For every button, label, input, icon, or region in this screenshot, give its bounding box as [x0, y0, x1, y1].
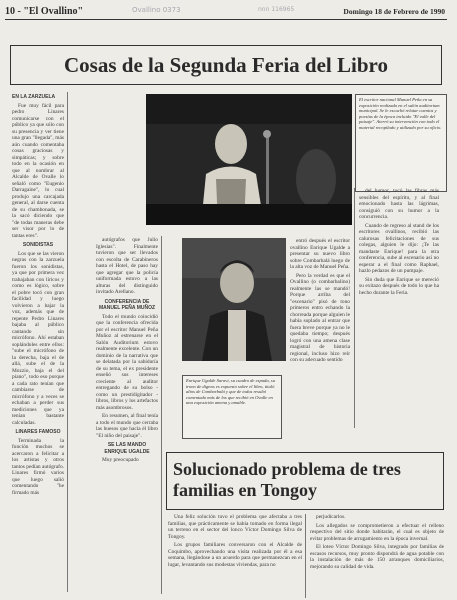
paragraph: Terminada la función muchos se acercaron a felicitar a los artistas y otros tantos pedían autógrafo. Linares firmó varios que luego salió comentando "he firmado más — [12, 437, 64, 496]
paragraph: entró después el escritor ovallino Enrique Ugalde a presentar su nuevo libro sobre Combarbalá luego de la alta voz de Manuel Peña. — [290, 238, 350, 270]
paragraph: En resumen, al final tenía a todo el mundo que cerraba las huesos que hacía él libro "El niño del paisaje". — [96, 413, 158, 439]
paragraph: Muy preocupado — [102, 457, 139, 463]
photo-enrique-ugalde — [182, 238, 286, 361]
paragraph: Todo el mundo coincidió que la conferencia ofrecida por el escritor Manuel Peña Muñoz al estrenarse en el Salón Auditorium estuvo realmente excelente. Con un dominio de la narrativa que se delatada por la sabiduría de su tema, el ex presidente enseñó sus intereses creciente al auditor entregando de su bolso - como un prestidigitador - libros, libros y los artefactos más asombrosos. — [96, 313, 158, 411]
headline-feria-del-libro: Cosas de la Segunda Feria del Libro — [64, 53, 388, 77]
section-heading-conferencia: CONFERENCIA DE MANUEL PEÑA MUÑOZ — [98, 298, 156, 311]
article-column-1 — [12, 91, 64, 596]
header-rule — [5, 19, 447, 20]
photo-caption-2: Enrique Ugalde Saravi, su cuadro de espada, su trono de dignos es expuesto sobre el libro, tituló altos de Combarbalá y que de todos resultó comentado más de los que recibió en Ovalle en una exposición amena y amable. — [182, 375, 282, 439]
paragraph: Sin duda que Enrique se mereció su exitazo después de todo lo que ha hecho durante la Feria. — [359, 276, 439, 296]
section-heading-sonidistas: SONIDISTAS — [22, 242, 54, 248]
photo-manuel-pena — [146, 94, 352, 225]
paragraph: El loteo Víctor Domingo Silva, integrado por familias de escasos recursos, muy pronto dispondrá de agua potable con la instalación de más de 150 arranques domiciliarios, mejorando su calidad de vida. — [310, 544, 444, 570]
page-date: Domingo 18 de Febrero de 1990 — [343, 7, 445, 16]
section-heading-linares: LINARES FAMOSO — [15, 429, 61, 435]
headline-box — [10, 45, 442, 85]
headline-box-tongoy — [166, 452, 444, 510]
paragraph: Los que se las vieron negras con la zarzuela fueron los sonidistas, ya que por primera vez trabajaban con líricos y como es lógico, sobre el pobre tocó con gran facilidad y luego volvieron a bajar la voz, además que de repente Pedro Linares bajaba al público cantando sin micrófono. Ahí estaban soplándoles entre ellos: "sube el micrófono de la derecha, baja el de allá, sube el de la Mozzio, baja el del piano", todo eso porque a cada rato tenían que cambiarse de micrófono y a veces se echaban a perder sus mediciones que ya tenían bastante calculadas. — [12, 250, 64, 426]
article-column-4 — [359, 188, 439, 428]
paragraph: del humor, tocó las fibras más sensibles del espíritu, y al final emocionado hasta las lágrimas, consiguió con su humor a la concurrencia. — [359, 188, 439, 220]
column-divider — [354, 188, 355, 428]
photo-speaker-illustration — [146, 94, 352, 225]
paragraph: Pero la verdad es que el Ovallino (o combarbalino) realmente las se mandó! Porque arriba del "escenario" pisó de tono primeros entro echando la chorreada porque alguien le había soplado al entrar que fuera breve porque ya no le quedaba tiempo; después logró con una amena clase magistral de historia regional, incluso hizo reír con su adecuado sentido — [290, 272, 350, 363]
paragraph: Una feliz solución tuvo el problema que afectaba a tres familias, que prácticamente se había tomado en forma ilegal un terreno en el sector del lonco Víctor Domingo Silva de Tongoy. — [168, 514, 302, 540]
paragraph: Cuando de regreso al stand de los escritores ovallinos, recibió las calurosas felicitaciones de sus colegas, alguien le dijo: ¡Te las mandaste Enrique! para la otra conferencia, sube al escenario así no esperar a el final como Raphael, hazlo pedazos de un pumpaje. — [359, 222, 439, 274]
paragraph: perjudicarlos. — [316, 514, 346, 520]
column-divider — [305, 514, 306, 598]
column-divider — [161, 236, 162, 594]
photo-caption-1: El escritor nacional Manuel Peña en su exposición realizada en el salón auditorium municipal. Se le escuchó relatar cuentos y poesías de la época incluido "El valle del paisaje". Aterró su intervención con todo el material recopilado y utilizado por su oficio. — [355, 94, 447, 192]
headline-tongoy: Solucionado problema de tres familias en Tongoy — [173, 459, 401, 500]
column-divider — [67, 92, 68, 592]
paragraph: Los allegados se comprometieron a efectuar el relleno respectivo del sitio donde habitarán, el cual es objeto de evitar problemas de arrugamiento en la época invernal. — [310, 522, 444, 542]
article-column-2 — [96, 237, 158, 595]
article-column-3 — [290, 238, 350, 428]
paragraph: autógrafos que Julio Iglesias". Finalmente tuvieron que ser llevados con escolta de Carabineros hasta el Hotel, de paso hay que agregar que la policía uniformada estuvo a las alturas del distinguido invitado Arellano. — [96, 237, 158, 295]
page-section-label: 10 - "El Ovallino" — [5, 6, 84, 17]
handwritten-note-right: nnn 116965 — [258, 6, 295, 13]
tongoy-column-1 — [168, 514, 302, 598]
tongoy-column-2 — [310, 514, 444, 598]
handwritten-note-left: Ovallino 0373 — [132, 6, 181, 14]
paragraph: Los grupos familiares conversaron con el Alcalde de Coquimbo, aprovechando una visita realizada por él a esa semana, llegándose a un acuerdo para que permanezcan en el lugar, levantando sus modestas viviendas, para no — [168, 542, 302, 568]
section-heading-zarzuela: EN LA ZARZUELA — [12, 94, 56, 100]
section-heading-mundo: SE LAS MANDO ENRIQUE UGALDE — [104, 442, 150, 455]
paragraph: Fue muy fácil para pedro Linares comunicarse con el público ya que sólo con su presencia y ver tiene una gran "llegada", más aún cuando comentaba cosas graciosas y simpáticas; y sobre todo en la ocasión en que al nombrar al Alcalde de Ovalle lo señaló como "Eugenio Darragaine", lo cual produjo una carcajada general, al darse cuenta de su chambonada, se la sacó diciendo que "de todas maneras debe ser visor por lo de tantas eres". — [12, 102, 64, 239]
photo-author-illustration — [182, 238, 286, 361]
